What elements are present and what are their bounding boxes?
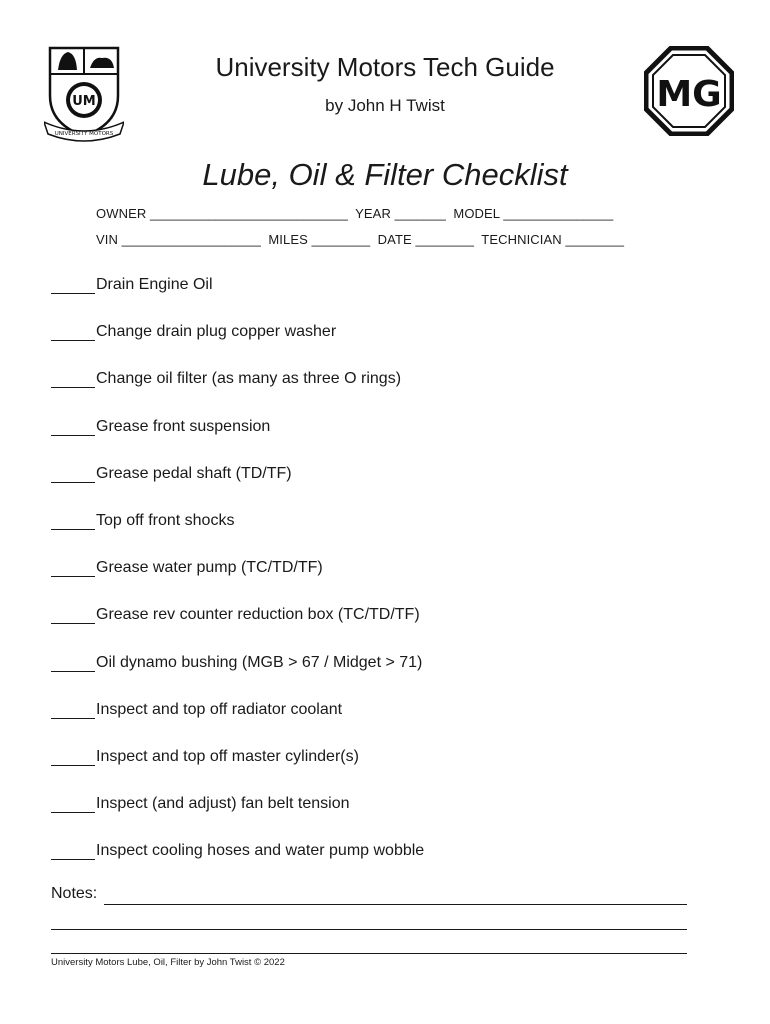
checklist-blank[interactable] <box>51 654 95 672</box>
checklist-blank[interactable] <box>51 748 95 766</box>
notes-label: Notes: <box>51 885 98 902</box>
checklist <box>51 276 424 889</box>
checklist-blank[interactable] <box>51 323 95 341</box>
checklist-item <box>51 748 424 795</box>
checklist-blank[interactable] <box>51 701 95 719</box>
mg-logo-text: MG <box>656 74 722 115</box>
checklist-item-label: Change drain plug copper washer <box>96 323 337 341</box>
checklist-item <box>51 654 424 701</box>
checklist-item <box>51 795 424 842</box>
notes-line[interactable] <box>51 929 687 930</box>
checklist-item-label: Change oil filter (as many as three O rings) <box>96 370 402 388</box>
checklist-item-label: Top off front shocks <box>96 511 235 529</box>
checklist-item-label: Grease pedal shaft (TD/TF) <box>96 464 292 482</box>
checklist-item-label: Inspect and top off radiator coolant <box>96 700 343 718</box>
checklist-blank[interactable] <box>51 842 95 860</box>
author-line: by John H Twist <box>325 96 445 115</box>
checklist-item <box>51 465 424 512</box>
checklist-item-label: Inspect and top off master cylinder(s) <box>96 747 359 765</box>
checklist-item <box>51 370 424 417</box>
checklist-item-label: Oil dynamo bushing (MGB > 67 / Midget > 71) <box>96 653 423 671</box>
checklist-blank[interactable] <box>51 418 95 436</box>
checklist-item-label: Grease rev counter reduction box (TC/TD/TF) <box>96 606 420 624</box>
checklist-item <box>51 512 424 559</box>
footer-copyright: University Motors Lube, Oil, Filter by John Twist © 2022 <box>51 957 285 968</box>
checklist-blank[interactable] <box>51 465 95 483</box>
checklist-item <box>51 701 424 748</box>
notes-line[interactable] <box>104 904 687 905</box>
document-heading: Lube, Oil & Filter Checklist <box>202 157 568 192</box>
checklist-item <box>51 559 424 606</box>
crest-banner: UNIVERSITY MOTORS <box>54 131 114 137</box>
checklist-item <box>51 323 424 370</box>
checklist-blank[interactable] <box>51 606 95 624</box>
checklist-blank[interactable] <box>51 512 95 530</box>
checklist-item <box>51 842 424 889</box>
checklist-item-label: Drain Engine Oil <box>96 276 213 293</box>
checklist-blank[interactable] <box>51 559 95 577</box>
checklist-blank[interactable] <box>51 370 95 388</box>
notes-line[interactable] <box>51 953 687 954</box>
checklist-blank[interactable] <box>51 795 95 813</box>
checklist-item-label: Inspect (and adjust) fan belt tension <box>96 795 350 813</box>
crest-monogram: UM <box>72 94 96 109</box>
owner-year-model-fields[interactable]: OWNER ___________________________ YEAR _______ MODEL _______________ <box>96 206 614 221</box>
checklist-item <box>51 606 424 653</box>
checklist-item-label: Grease front suspension <box>96 417 271 435</box>
checklist-item <box>51 276 424 323</box>
checklist-item-label: Grease water pump (TC/TD/TF) <box>96 559 323 577</box>
checklist-item-label: Inspect cooling hoses and water pump wobble <box>96 842 425 860</box>
vin-miles-date-technician-fields[interactable]: VIN ___________________ MILES ________ DATE ________ TECHNICIAN ________ <box>96 232 625 247</box>
checklist-item <box>51 418 424 465</box>
page-title: University Motors Tech Guide <box>215 52 555 82</box>
checklist-blank[interactable] <box>51 276 95 294</box>
